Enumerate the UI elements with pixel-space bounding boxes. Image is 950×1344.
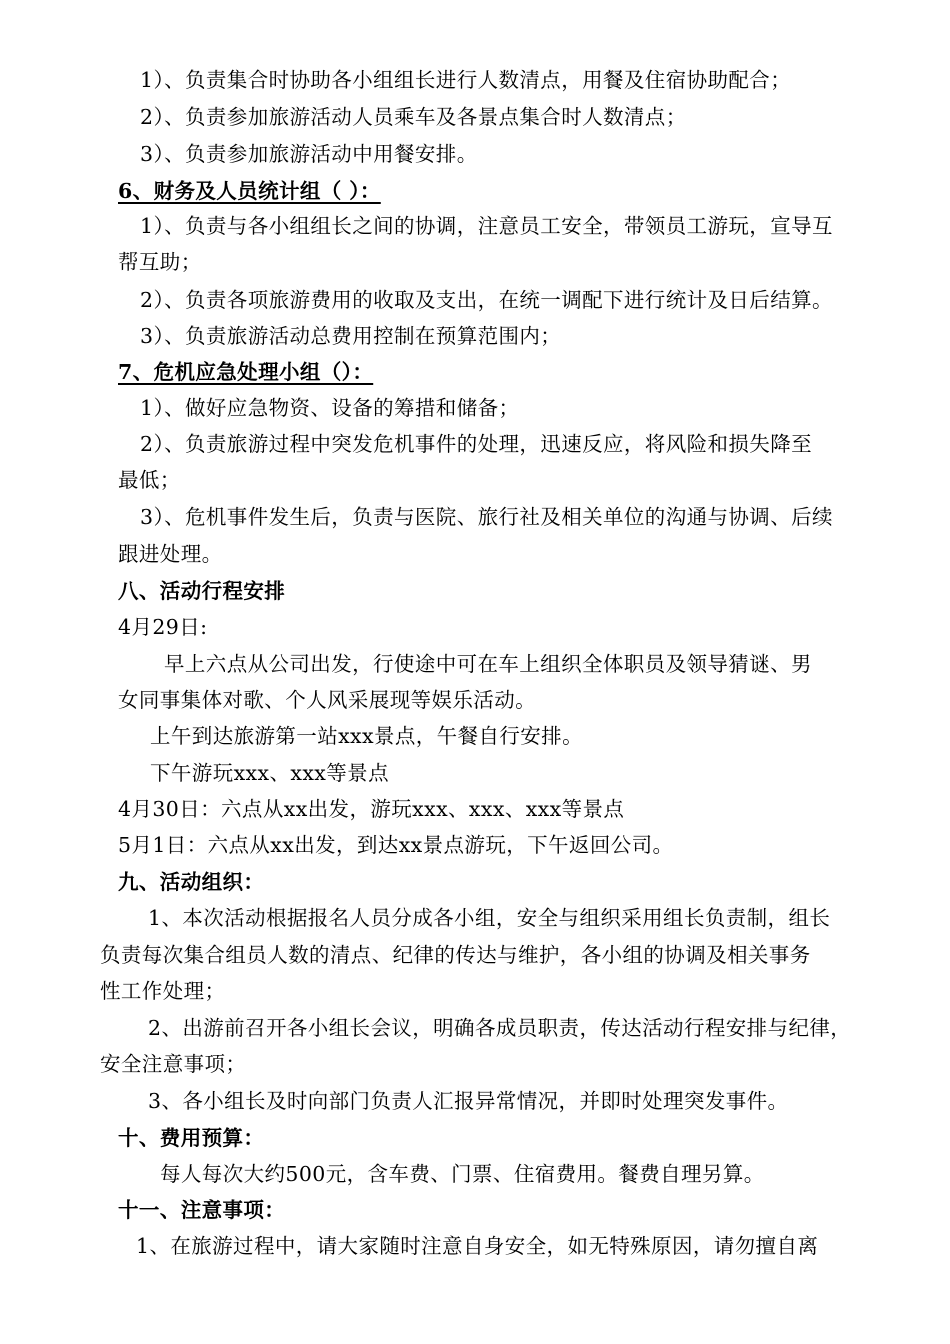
finance-item-1: 1）、负责与各小组组长之间的协调，注意员工安全，带领员工游玩，宣导互 [140, 214, 833, 238]
schedule-apr30: 4月30日：六点从xx出发，游玩xxx、xxx、xxx等景点 [118, 797, 625, 821]
organization-item-1-cont2: 性工作处理； [100, 979, 226, 1003]
schedule-apr29-morning: 早上六点从公司出发，行使途中可在车上组织全体职员及领导猜谜、男 [164, 652, 812, 676]
section-6-heading: 6、财务及人员统计组（ ）： [118, 179, 381, 203]
section-9-heading: 九、活动组织： [118, 870, 265, 894]
schedule-date-apr29: 4月29日: [118, 615, 208, 639]
crisis-item-2: 2）、负责旅游过程中突发危机事件的处理，迅速反应，将风险和损失降至 [140, 432, 812, 456]
finance-item-1-cont: 帮互助； [118, 250, 202, 274]
section-11-heading: 十一、注意事项： [118, 1198, 286, 1222]
finance-item-2: 2）、负责各项旅游费用的收取及支出，在统一调配下进行统计及日后结算。 [140, 288, 833, 312]
schedule-apr29-noon: 上午到达旅游第一站xxx景点，午餐自行安排。 [150, 724, 583, 748]
section-8-heading: 八、活动行程安排 [118, 579, 286, 603]
schedule-apr29-afternoon: 下午游玩xxx、xxx等景点 [150, 761, 389, 785]
organization-item-1-cont1: 负责每次集合组员人数的清点、纪律的传达与维护，各小组的协调及相关事务 [100, 943, 811, 967]
crisis-item-3: 3）、危机事件发生后，负责与医院、旅行社及相关单位的沟通与协调、后续 [140, 505, 833, 529]
duty-item-2: 2）、负责参加旅游活动人员乘车及各景点集合时人数清点； [140, 105, 687, 129]
budget-text: 每人每次大约500元，含车费、门票、住宿费用。餐费自理另算。 [160, 1162, 765, 1186]
organization-item-1: 1、本次活动根据报名人员分成各小组，安全与组织采用组长负责制，组长 [148, 906, 831, 930]
crisis-item-3-cont: 跟进处理。 [118, 542, 223, 566]
organization-item-2-cont: 安全注意事项； [100, 1052, 247, 1076]
schedule-apr29-morning-cont: 女同事集体对歌、个人风采展现等娱乐活动。 [118, 688, 536, 712]
section-7-heading: 7、危机应急处理小组（）： [118, 360, 374, 384]
finance-item-3: 3）、负责旅游活动总费用控制在预算范围内； [140, 324, 562, 348]
organization-item-3: 3、各小组长及时向部门负责人汇报异常情况，并即时处理突发事件。 [148, 1089, 789, 1113]
notice-item-1: 1、在旅游过程中，请大家随时注意自身安全，如无特殊原因，请勿擅自离 [136, 1234, 819, 1258]
duty-item-3: 3）、负责参加旅游活动中用餐安排。 [140, 142, 478, 166]
organization-item-2: 2、出游前召开各小组长会议，明确各成员职责，传达活动行程安排与纪律， [148, 1016, 852, 1040]
section-10-heading: 十、费用预算： [118, 1126, 265, 1150]
crisis-item-1: 1）、做好应急物资、设备的筹措和储备； [140, 396, 520, 420]
duty-item-1: 1）、负责集合时协助各小组组长进行人数清点，用餐及住宿协助配合； [140, 68, 792, 92]
crisis-item-2-cont: 最低； [118, 468, 181, 492]
schedule-may1: 5月1日：六点从xx出发，到达xx景点游玩，下午返回公司。 [118, 833, 674, 857]
